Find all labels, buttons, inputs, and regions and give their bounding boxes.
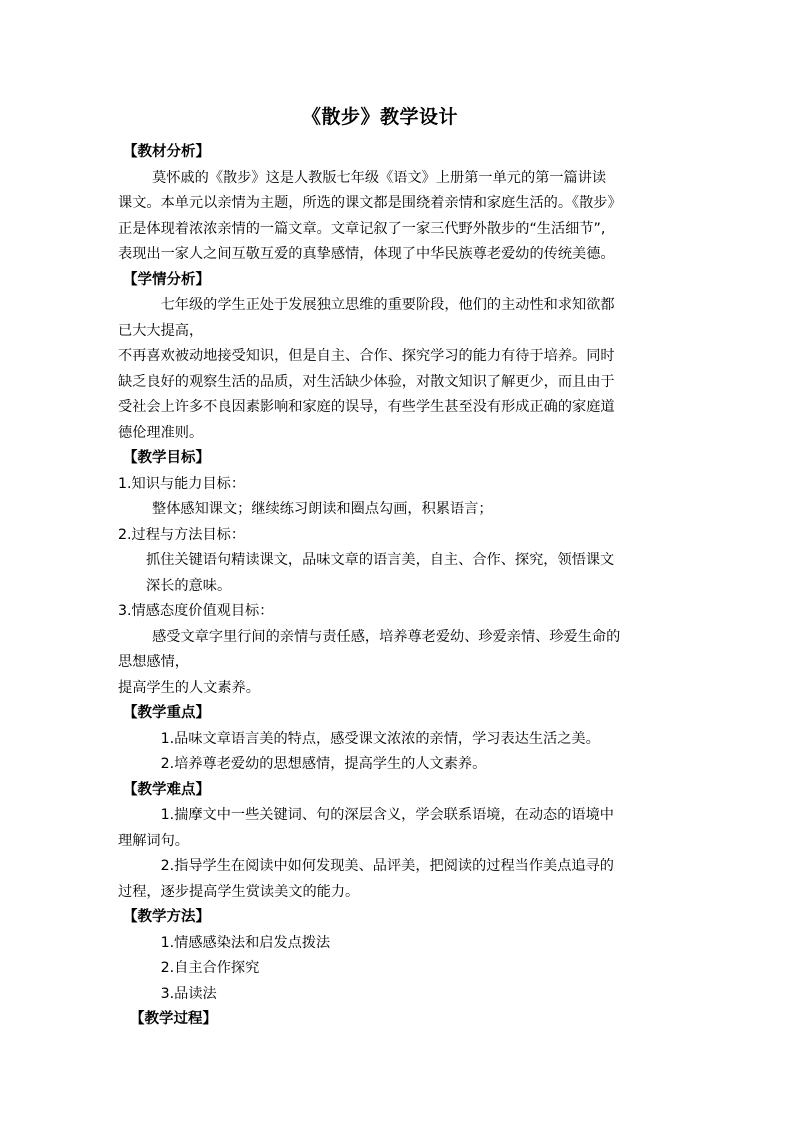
goal-1-title: 1.知识与能力目标： (118, 475, 246, 492)
key-point-2: 2.培养尊老爱幼的思想感情，提高学生的人文素养。 (160, 756, 487, 772)
student-analysis-line-1: 七年级的学生正处于发展独立思维的重要阶段，他们的主动性和求知欲都 (160, 297, 615, 313)
document-title: 《散步》教学设计 (301, 106, 458, 128)
goal-3-title: 3.情感态度价值观目标： (118, 603, 274, 619)
goal-2-line-2: 深长的意味。 (146, 577, 232, 594)
heading-methods: 【 教学方法 】 (123, 905, 680, 931)
textbook-analysis-line-4: 表现出一家人之间互敬互爱的真挚感情，体现了中华民族尊老爱幼的传统美德。 (118, 246, 615, 262)
textbook-analysis-line-3: 正是体现着浓浓亲情的一篇文章。文章记叙了一家三代野外散步的“生活细节”, (118, 220, 606, 237)
heading-process: 【 教学过程 】 (130, 1007, 680, 1033)
goal-3-line-2: 思想感情， (118, 654, 189, 670)
textbook-analysis-line-2: 课文。本单元以亲情为主题，所选的课文都是围绕着亲情和家庭生活的。《散步》 (118, 195, 622, 211)
student-analysis-line-4: 缺乏良好的观察生活的品质，对生活缺少体验，对散文知识了解更少，而且由于 (118, 373, 615, 390)
heading-key-points: 【 教学重点 】 (123, 701, 680, 727)
goal-2-line-1: 抓住关键语句精读课文，品味文章的语言美，自主、合作、探究，领悟课文 (146, 552, 615, 568)
student-analysis-line-6: 德伦理准则。 (118, 424, 204, 441)
goal-2-title: 2.过程与方法目标： (118, 526, 246, 543)
heading-student-analysis: 【 学情分析 】 (123, 268, 680, 294)
goal-3-line-1: 感受文章字里行间的亲情与责任感，培养尊老爱幼、珍爱亲情、珍爱生命的 (152, 628, 621, 645)
heading-teaching-goals: 【 教学目标 】 (123, 446, 680, 472)
textbook-analysis-line-1: 莫怀戚的《散步》这是人教版七年级《语文》上册第一单元的第一篇讲读 (152, 169, 607, 186)
method-2: 2.自主合作探究 (160, 960, 260, 976)
heading-textbook-analysis: 【 教材分析 】 (123, 140, 680, 166)
student-analysis-line-5: 受社会上许多不良因素影响和家庭的误导，有些学生甚至没有形成正确的家庭道 (118, 399, 615, 415)
goal-1-body: 整体感知课文；继续练习朗读和圈点勾画，积累语言； (152, 501, 493, 517)
method-3: 3.品读法 (160, 985, 217, 1002)
difficulty-2-line-2: 过程，逐步提高学生赏读美文的能力。 (118, 883, 360, 900)
document-body (118, 140, 680, 1033)
goal-3-line-3: 提高学生的人文素养。 (118, 679, 260, 696)
student-analysis-line-2: 已大大提高， (118, 322, 204, 339)
student-analysis-line-3: 不再喜欢被动地接受知识，但是自主、合作、探究学习的能力有待于培养。同时 (118, 348, 615, 364)
heading-difficulties: 【 教学难点 】 (123, 778, 680, 804)
difficulty-2-line-1: 2.指导学生在阅读中如何发现美、品评美，把阅读的过程当作美点追寻的 (160, 858, 614, 874)
difficulty-1-line-2: 理解词句。 (118, 832, 189, 849)
method-1: 1.情感感染法和启发点拨法 (160, 934, 331, 951)
difficulty-1-line-1: 1.揣摩文中一些关键词、句的深层含义，学会联系语境，在动态的语境中 (160, 807, 614, 823)
key-point-1: 1.品味文章语言美的特点，感受课文浓浓的亲情，学习表达生活之美。 (160, 730, 600, 747)
